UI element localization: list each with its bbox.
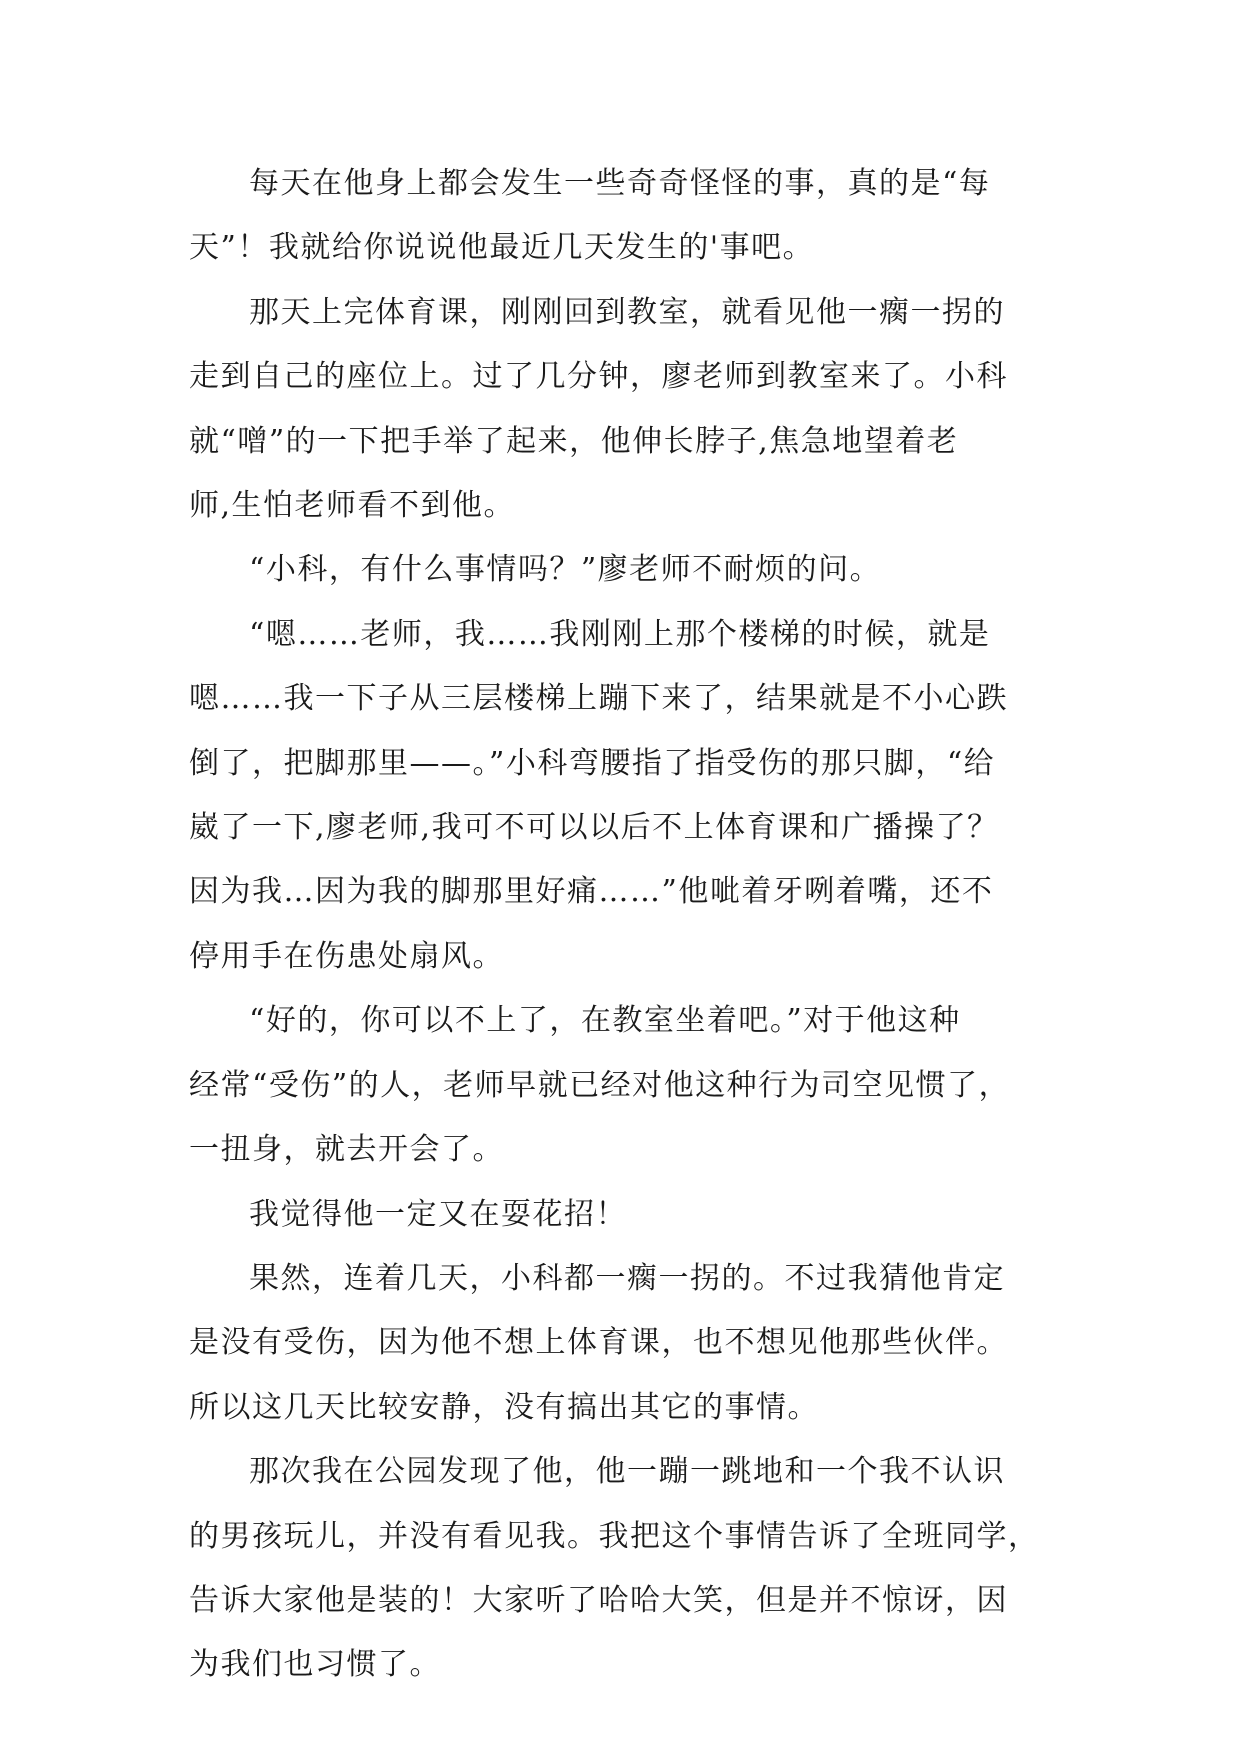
text-line: 嗯……我一下子从三层楼梯上蹦下来了，结果就是不小心跌 — [189, 681, 1008, 717]
text-line: 所以这几天比较安静，没有搞出其它的事情。 — [189, 1389, 819, 1425]
text-line: 那天上完体育课，刚刚回到教室，就看见他一瘸一拐的 — [249, 294, 1005, 330]
text-line: 告诉大家他是装的！大家听了哈哈大笑，但是并不惊讶，因 — [189, 1582, 1008, 1618]
paragraph — [189, 281, 1059, 539]
paragraph — [189, 1440, 1059, 1698]
text-line: 停用手在伤患处扇风。 — [189, 938, 504, 974]
text-line: 师,生怕老师看不到他。 — [189, 488, 516, 524]
text-line: 倒了，把脚那里——。”小科弯腰指了指受伤的那只脚，“给 — [189, 745, 996, 781]
text-line: 的男孩玩儿，并没有看见我。我把这个事情告诉了全班同学， — [189, 1518, 1040, 1554]
paragraph — [189, 538, 1059, 602]
text-line: 每天在他身上都会发生一些奇奇怪怪的事，真的是“每 — [249, 166, 991, 201]
text-line: 是没有受伤，因为他不想上体育课，也不想见他那些伙伴。 — [189, 1325, 1008, 1361]
text-line: 走到自己的座位上。过了几分钟，廖老师到教室来了。小科 — [189, 359, 1008, 395]
text-line: 那次我在公园发现了他，他一蹦一跳地和一个我不认识 — [249, 1454, 1005, 1490]
document-body — [189, 152, 1059, 1698]
paragraph — [189, 1183, 1059, 1247]
text-line: “嗯……老师，我……我刚刚上那个楼梯的时候，就是 — [249, 616, 991, 652]
text-line: 因为我…因为我的脚那里好痛……”他呲着牙咧着嘴，还不 — [189, 874, 994, 910]
text-line: 就“噌”的一下把手举了起来，他伸长脖子,焦急地望着老 — [189, 423, 959, 459]
text-line: 天”！我就给你说说他最近几天发生的'事吧。 — [189, 230, 815, 266]
text-line: 我觉得他一定又在耍花招！ — [249, 1196, 627, 1232]
paragraph — [189, 152, 1059, 281]
text-line: “小科，有什么事情吗？”廖老师不耐烦的问。 — [249, 552, 882, 588]
text-line: 崴了一下,廖老师,我可不可以以后不上体育课和广播操了？ — [189, 810, 999, 846]
text-line: 为我们也习惯了。 — [189, 1647, 441, 1683]
text-line: “好的，你可以不上了，在教室坐着吧。”对于他这种 — [249, 1003, 961, 1039]
text-line: 一扭身，就去开会了。 — [189, 1132, 504, 1168]
paragraph — [189, 603, 1059, 989]
text-line: 果然，连着几天，小科都一瘸一拐的。不过我猜他肯定 — [249, 1260, 1005, 1296]
paragraph — [189, 989, 1059, 1182]
text-line: 经常“受伤”的人，老师早就已经对他这种行为司空见惯了， — [189, 1067, 1011, 1103]
paragraph — [189, 1247, 1059, 1440]
